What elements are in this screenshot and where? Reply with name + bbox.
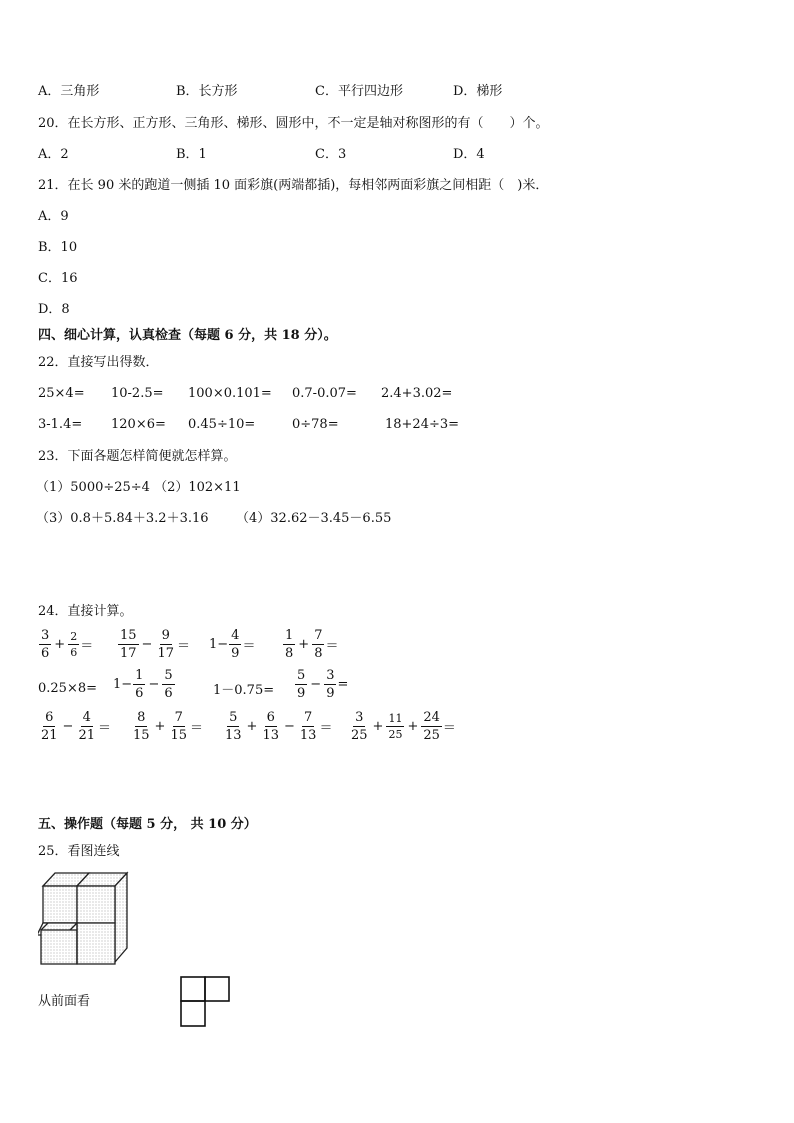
cube-stack-figure — [38, 868, 134, 970]
q22-item: 100×0.101= — [188, 386, 272, 401]
fraction: $\frac{2}{6}$ — [70, 630, 78, 659]
fraction: $\frac{15}{17}$ — [120, 628, 137, 661]
q24-stem: 24．直接计算。 — [38, 604, 133, 619]
fraction: $\frac{5}{13}$ — [225, 710, 242, 743]
q22-item: 0÷78= — [292, 417, 339, 432]
q22-item: 3-1.4= — [38, 417, 83, 432]
q19-option-a: A．三角形 — [38, 84, 100, 99]
fraction: $\frac{3}{25}$ — [351, 710, 368, 743]
q24-r2-e2: 1− $\frac{1}{6}$ − $\frac{5}{6}$ — [113, 668, 173, 701]
fraction: $\frac{5}{9}$ — [297, 668, 306, 701]
fraction: $\frac{4}{9}$ — [231, 628, 240, 661]
q24-r2-e3: 1－0.75= — [213, 682, 275, 698]
q23-line-1: （1）5000÷25÷4 （2）102×11 — [36, 480, 241, 495]
fraction: $\frac{5}{6}$ — [164, 668, 173, 701]
q21-option-a: A．9 — [38, 209, 69, 224]
q22-item: 0.7-0.07= — [292, 386, 357, 401]
section-4-title: 四、细心计算，认真检查（每题 6 分，共 18 分）。 — [38, 328, 337, 343]
fraction: $\frac{6}{13}$ — [262, 710, 279, 743]
q24-r2-e1: 0.25×8= — [38, 680, 98, 696]
q22-item: 0.45÷10= — [188, 417, 256, 432]
q23-line-2b: （4）32.62－3.45－6.55 — [236, 511, 392, 526]
q21-option-d: D．8 — [38, 302, 70, 317]
q20-option-c: C．3 — [315, 147, 347, 162]
fraction: $\frac{24}{25}$ — [423, 710, 440, 743]
q21-option-b: B．10 — [38, 240, 78, 255]
q22-item: 18+24÷3= — [385, 417, 460, 432]
q24-r3-e2: $\frac{8}{15}$ + $\frac{7}{15}$ ＝ — [133, 710, 204, 743]
q23-stem: 23．下面各题怎样简便就怎样算。 — [38, 449, 237, 464]
q24-r1-e4: $\frac{1}{8}$ + $\frac{7}{8}$ ＝ — [285, 628, 339, 661]
q23-line-2a: （3）0.8＋5.84＋3.2＋3.16 — [36, 511, 209, 526]
fraction: $\frac{1}{6}$ — [135, 668, 144, 701]
q24-r1-e1: $\frac{3}{6}$ + $\frac{2}{6}$ ＝ — [41, 628, 94, 661]
q25-stem: 25．看图连线 — [38, 844, 120, 859]
q24-r1-e2: $\frac{15}{17}$ − $\frac{9}{17}$ ＝ — [120, 628, 191, 661]
fraction: $\frac{4}{21}$ — [78, 710, 95, 743]
q25-view-label: 从前面看 — [38, 994, 91, 1009]
fraction: $\frac{7}{13}$ — [299, 710, 317, 743]
q24-r3-e1: $\frac{6}{21}$ − $\frac{4}{21}$ ＝ — [41, 710, 112, 743]
fraction: $\frac{9}{17}$ — [157, 628, 174, 661]
q21-stem: 21．在长 90 米的跑道一侧插 10 面彩旗(两端都插)，每相邻两面彩旗之间相距（ )米． — [38, 178, 549, 193]
q22-item: 2.4+3.02= — [381, 386, 453, 401]
q22-item: 120×6= — [111, 417, 166, 432]
q20-stem: 20．在长方形、正方形、三角形、梯形、圆形中，不一定是轴对称图形的有（ ）个。 — [38, 116, 549, 131]
fraction: $\frac{3}{9}$ — [326, 668, 335, 701]
fraction: $\frac{11}{25}$ — [388, 712, 403, 741]
q22-item: 25×4= — [38, 386, 85, 401]
q20-option-d: D．4 — [453, 147, 485, 162]
q24-r3-e3: $\frac{5}{13}$ + $\frac{6}{13}$ − $\frac{7}{13}$ ＝ — [225, 710, 333, 743]
q20-option-b: B．1 — [176, 147, 207, 162]
front-view-figure — [179, 975, 231, 1029]
fraction: $\frac{6}{21}$ — [41, 710, 58, 743]
fraction: $\frac{7}{15}$ — [170, 710, 187, 743]
q20-option-a: A．2 — [38, 147, 69, 162]
fraction: $\frac{3}{6}$ — [41, 628, 50, 661]
q19-option-c: C．平行四边形 — [315, 84, 403, 99]
q24-r1-e3: 1− $\frac{4}{9}$ ＝ — [209, 628, 256, 661]
fraction: $\frac{8}{15}$ — [133, 710, 150, 743]
q19-option-d: D．梯形 — [453, 84, 503, 99]
q22-item: 10-2.5= — [111, 386, 164, 401]
fraction: $\frac{7}{8}$ — [314, 628, 323, 661]
q21-option-c: C．16 — [38, 271, 78, 286]
q24-r3-e4: $\frac{3}{25}$ + $\frac{11}{25}$ + $\frac{24}{25}$ ＝ — [351, 710, 456, 743]
q22-stem: 22．直接写出得数． — [38, 355, 159, 370]
q19-option-b: B．长方形 — [176, 84, 238, 99]
q24-r2-e4: $\frac{5}{9}$ − $\frac{3}{9}$ = — [297, 668, 349, 701]
section-5-title: 五、操作题（每题 5 分， 共 10 分） — [38, 817, 257, 832]
fraction: $\frac{1}{8}$ — [285, 628, 294, 661]
